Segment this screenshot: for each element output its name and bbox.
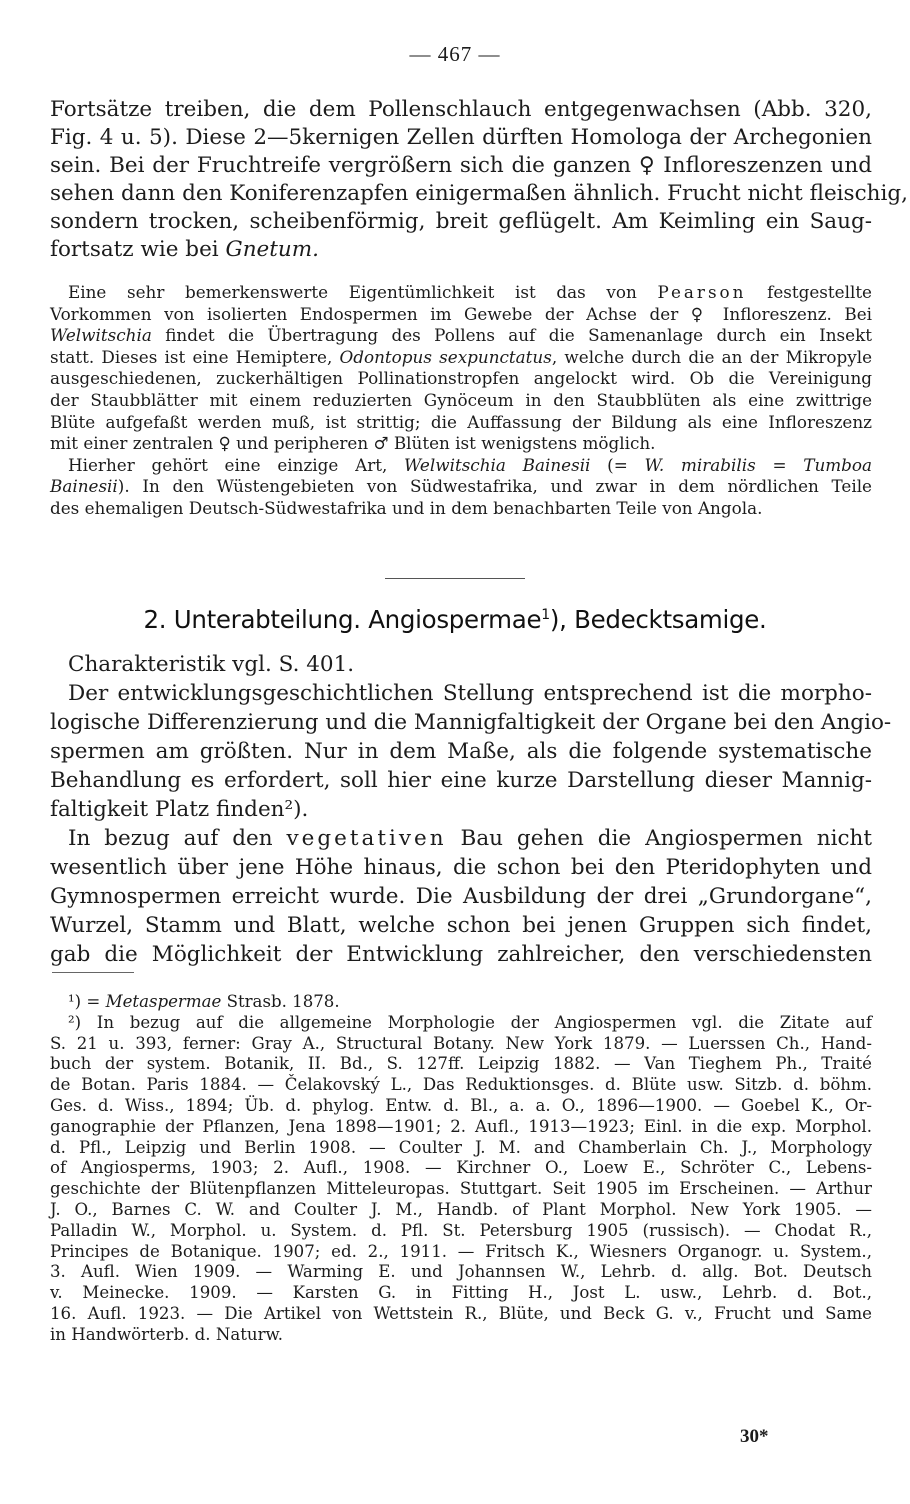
text-line: Vorkommen von isolierten Endospermen im Gewebe der Achse der ♀ Infloreszenz. Bei xyxy=(50,303,872,324)
species-name: Welwitschia Bainesii xyxy=(404,454,591,475)
text-run: fortsatz wie bei xyxy=(50,237,226,262)
text-line: der Staubblätter mit einem reduzierten Gynöceum in den Staubblüten als eine zwittrige xyxy=(50,389,872,410)
page-number: — 467 — xyxy=(409,42,501,66)
footnote-1 xyxy=(50,992,872,1013)
text-line xyxy=(50,455,872,477)
text-line: Der entwicklungsgeschichtlichen Stellung entsprechend ist die morpho- xyxy=(68,681,872,706)
footnote-2-line: de Botan. Paris 1884. — Čelakovský L., Das Reduktionsges. d. Blüte usw. Sitzb. d. böhm. xyxy=(50,1075,872,1095)
footnote-2-line: of Angiosperms, 1903; 2. Aufl., 1908. — Kirchner O., Loew E., Schröter C., Lebens- xyxy=(50,1158,872,1178)
footnote-2-line: in Handwörterb. d. Naturw. xyxy=(50,1324,284,1344)
footnote-rule xyxy=(52,972,134,973)
species-name: Bainesii xyxy=(50,476,118,497)
text-line: sondern trocken, scheibenförmig, breit geflügelt. Am Keimling ein Saug- xyxy=(50,209,872,234)
text-run: , welche durch die an der Mikropyle xyxy=(551,346,872,367)
footnote-2-line: Ges. d. Wiss., 1894; Üb. d. phylog. Entw. d. Bl., a. a. O., 1896—1900. — Goebel K., Or- xyxy=(50,1095,872,1115)
footnotes xyxy=(50,992,872,1346)
footnote-2-line: Palladin W., Morphol. u. System. d. Pfl. St. Petersburg 1905 (russisch). — Chodat R., xyxy=(50,1220,872,1240)
paragraph-angiospermae xyxy=(50,650,892,969)
text-line: Wurzel, Stamm und Blatt, welche schon bei jenen Gruppen sich findet, xyxy=(50,913,872,938)
text-line: Gymnospermen erreicht wurde. Die Ausbildung der drei „Grundorgane“, xyxy=(50,884,872,909)
text-run: In bezug auf den xyxy=(68,826,287,851)
text-line xyxy=(50,347,872,369)
text-line xyxy=(50,282,872,304)
text-run: festgestellte xyxy=(746,282,872,302)
text-line: Behandlung es erfordert, soll hier eine kurze Darstellung dieser Mannig- xyxy=(50,768,872,793)
genus-name: Welwitschia xyxy=(50,325,152,346)
taxon-name: Metaspermae xyxy=(105,992,222,1011)
footnote-2-line: ²) In bezug auf die allgemeine Morphologie der Angiospermen vgl. die Zitate auf xyxy=(68,1012,872,1032)
footnote-2-line: 3. Aufl. Wien 1909. — Warming E. und Johannsen W., Lehrb. d. allg. Bot. Deutsch xyxy=(50,1262,872,1282)
text-line: spermen am größten. Nur in dem Maße, als die folgende systematische xyxy=(50,739,872,764)
text-line xyxy=(50,824,872,853)
footnote-2-line: S. 21 u. 393, ferner: Gray A., Structural Botany. New York 1879. — Luerssen Ch., Hand- xyxy=(50,1033,872,1053)
text-line: wesentlich über jene Höhe hinaus, die schon bei den Pteridophyten und xyxy=(50,855,872,880)
text-run: Eine sehr bemerkenswerte Eigentümlichkeit ist das von xyxy=(68,282,658,302)
heading-text: ), Bedecktsamige. xyxy=(549,605,767,634)
text-line xyxy=(50,236,872,264)
text-run: ). In den Wüstengebieten von Südwestafrika, und zwar in dem nördlichen Teile xyxy=(117,476,872,497)
paragraph-welwitschia-fruit xyxy=(50,96,908,264)
footnote-2-line: ganographie der Pflanzen, Jena 1898—1901; 2. Aufl., 1913—1923; Einl. in die exp. Morphol. xyxy=(50,1116,872,1136)
text-line: des ehemaligen Deutsch-Südwestafrika und in dem benachbarten Teile von Angola. xyxy=(50,497,763,518)
text-line: logische Differenzierung und die Mannigfaltigkeit der Organe bei den Angio- xyxy=(50,710,892,735)
footnote-2-line: d. Pfl., Leipzig und Berlin 1908. — Coulter J. M. and Chamberlain Ch. J., Morphology xyxy=(50,1137,872,1157)
species-name: W. mirabilis = Tumboa xyxy=(644,454,873,475)
text-line: sehen dann den Koniferenzapfen einigermaßen ähnlich. Frucht nicht fleischig, xyxy=(50,181,908,206)
text-line: mit einer zentralen ♀ und peripheren ♂ Blüten ist wenigstens möglich. xyxy=(50,433,656,454)
text-line: Fig. 4 u. 5). Diese 2—5kernigen Zellen dürften Homologa der Archegonien xyxy=(50,125,872,150)
text-run: Hierher gehört eine einzige Art, xyxy=(68,454,405,475)
footnote-marker: 1 xyxy=(541,606,550,623)
author-name: Pearson xyxy=(657,282,747,302)
text-line: gab die Möglichkeit der Entwicklung zahlreicher, den verschiedensten xyxy=(50,942,872,967)
text-run: (= xyxy=(590,454,645,475)
section-heading xyxy=(0,605,910,634)
footnote-2-line: J. O., Barnes C. W. and Coulter J. M., Handb. of Plant Morphol. New York 1905. — xyxy=(50,1199,872,1219)
text-run: findet die Übertragung des Pollens auf die Samenanlage durch ein Insekt xyxy=(151,325,872,346)
footnote-2-line: 16. Aufl. 1923. — Die Artikel von Wettstein R., Blüte, und Beck G. v., Frucht und Same xyxy=(50,1303,872,1323)
text-run: Bau gehen die Angiospermen nicht xyxy=(446,826,872,851)
footnote-2-line: geschichte der Blütenpflanzen Mitteleuropas. Stuttgart. Seit 1905 im Erscheinen. — Arthur xyxy=(50,1179,872,1199)
text-line: ausgeschiedenen, zuckerhältigen Pollinationstropfen angelockt wird. Ob die Vereinigung xyxy=(50,368,872,389)
text-line: sein. Bei der Fruchtreife vergrößern sich die ganzen ♀ Infloreszenzen und xyxy=(50,153,872,178)
text-line xyxy=(50,325,872,347)
text-run: ¹) = xyxy=(68,992,106,1011)
text-run: statt. Dieses ist eine Hemiptere, xyxy=(50,346,340,367)
text-line xyxy=(50,476,872,498)
section-divider xyxy=(385,578,525,579)
text-line: faltigkeit Platz finden²). xyxy=(50,797,309,822)
paragraph-small-print xyxy=(50,282,872,520)
footnote-2-line: Principes de Botanique. 1907; ed. 2., 1911. — Fritsch K., Wiesners Organogr. u. System., xyxy=(50,1241,872,1261)
text-run: Strasb. 1878. xyxy=(221,992,340,1011)
heading-text: 2. Unterabteilung. Angiospermae xyxy=(143,605,542,634)
emphasized-word: vegetativen xyxy=(286,826,447,851)
text-line: Charakteristik vgl. S. 401. xyxy=(68,652,355,677)
footnote-2-line: v. Meinecke. 1909. — Karsten G. in Fitting H., Jost L. usw., Lehrb. d. Bot., xyxy=(50,1283,872,1303)
signature-mark: 30* xyxy=(740,1426,769,1447)
genus-name: Gnetum. xyxy=(225,237,319,262)
species-name: Odontopus sexpunctatus xyxy=(339,346,552,367)
footnote-2-line: buch der system. Botanik, II. Bd., S. 127ff. Leipzig 1882. — Van Tieghem Ph., Traité xyxy=(50,1054,872,1074)
text-line: Blüte aufgefaßt werden muß, ist strittig; die Auffassung der Bildung als eine Infloreszenz xyxy=(50,411,872,432)
text-line: Fortsätze treiben, die dem Pollenschlauch entgegenwachsen (Abb. 320, xyxy=(50,97,872,122)
